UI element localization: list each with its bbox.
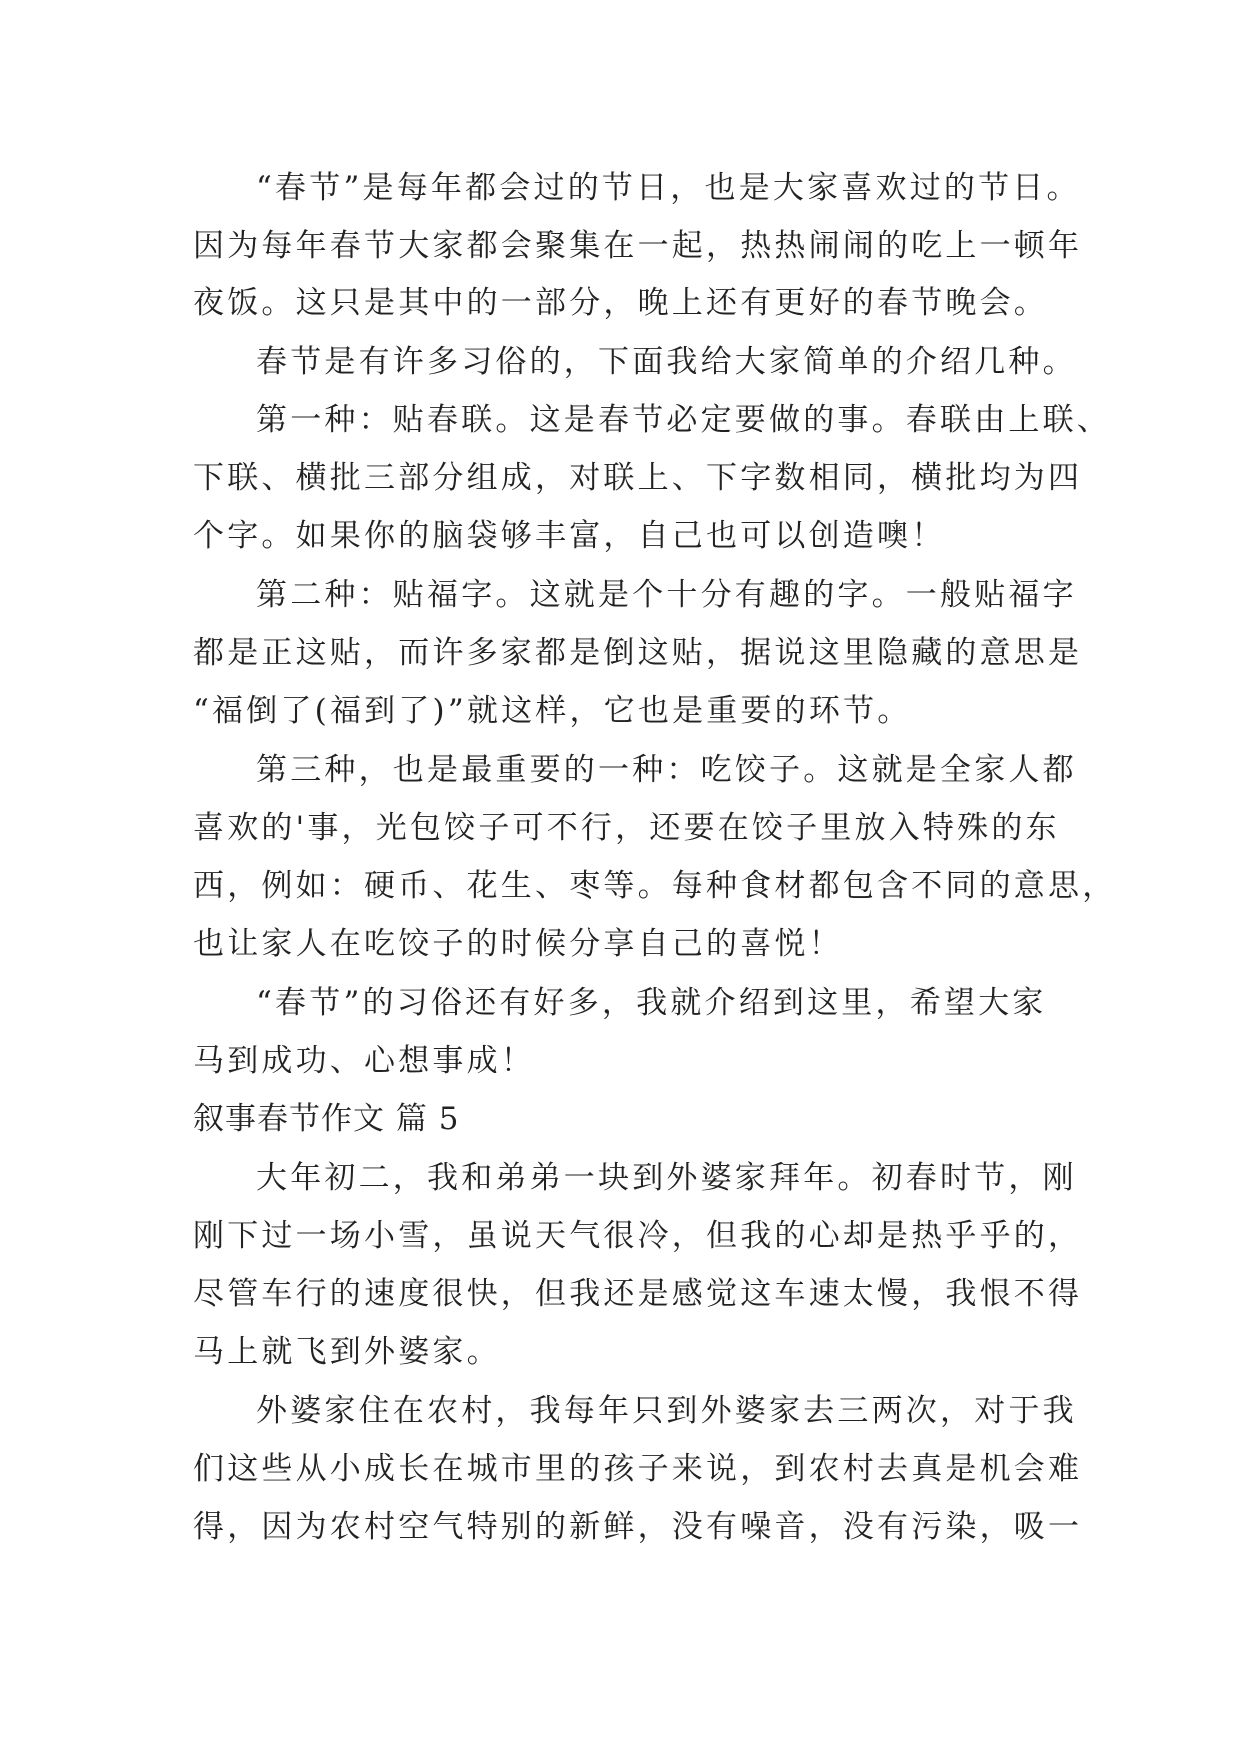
text-line: 刚下过一场小雪，虽说天气很冷，但我的心却是热乎乎的，: [193, 1218, 1083, 1254]
text-line: 下联、横批三部分组成，对联上、下字数相同，横批均为四: [193, 460, 1083, 496]
text-line: 因为每年春节大家都会聚集在一起，热热闹闹的吃上一顿年: [193, 228, 1083, 264]
text-line: 第二种：贴福字。这就是个十分有趣的字。一般贴福字: [256, 577, 1077, 613]
text-line: 外婆家住在农村，我每年只到外婆家去三两次，对于我: [256, 1393, 1077, 1429]
text-line: 尽管车行的速度很快，但我还是感觉这车速太慢，我恨不得: [193, 1276, 1083, 1312]
text-line: 马上就飞到外婆家。: [193, 1334, 501, 1370]
text-line: 第一种：贴春联。这是春节必定要做的事。春联由上联、: [256, 402, 1111, 438]
text-line: 大年初二，我和弟弟一块到外婆家拜年。初春时节，刚: [256, 1160, 1077, 1196]
text-line: 西，例如：硬币、花生、枣等。每种食材都包含不同的意思，: [193, 868, 1117, 904]
text-line: 夜饭。这只是其中的一部分，晚上还有更好的春节晚会。: [193, 285, 1048, 321]
text-line: 也让家人在吃饺子的时候分享自己的喜悦！: [193, 926, 843, 962]
section-heading: 叙事春节作文 篇 5: [193, 1101, 460, 1137]
text-line: 都是正这贴，而许多家都是倒这贴，据说这里隐藏的意思是: [193, 635, 1083, 671]
text-line: 个字。如果你的脑袋够丰富，自己也可以创造噢！: [193, 518, 946, 554]
text-line: “春节”是每年都会过的节日，也是大家喜欢过的节日。: [256, 170, 1081, 206]
text-line: 第三种，也是最重要的一种：吃饺子。这就是全家人都: [256, 752, 1077, 788]
text-line: 得，因为农村空气特别的新鲜，没有噪音，没有污染，吸一: [193, 1509, 1083, 1545]
text-line: 喜欢的'事，光包饺子可不行，还要在饺子里放入特殊的东: [193, 810, 1060, 846]
text-line: “春节”的习俗还有好多，我就介绍到这里，希望大家: [256, 985, 1047, 1021]
text-line: 们这些从小成长在城市里的孩子来说，到农村去真是机会难: [193, 1451, 1083, 1487]
text-line: “福倒了(福到了)”就这样，它也是重要的环节。: [193, 693, 912, 729]
text-line: 春节是有许多习俗的，下面我给大家简单的介绍几种。: [256, 344, 1077, 380]
text-line: 马到成功、心想事成！: [193, 1043, 535, 1079]
